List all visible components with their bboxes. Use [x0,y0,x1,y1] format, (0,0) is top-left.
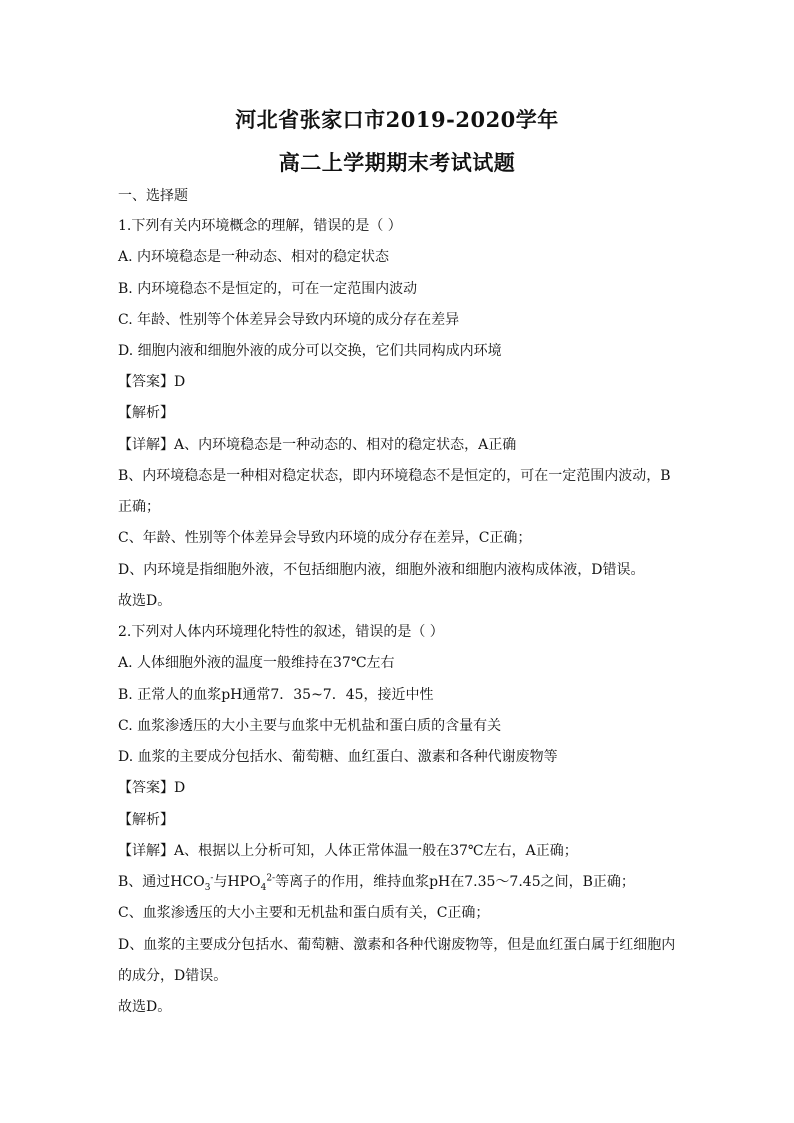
q2-detail: C、血浆渗透压的大小主要和无机盐和蛋白质有关，C正确； [118,905,490,921]
q1-detail: 正确； [118,499,160,515]
section-heading: 一、选择题 [118,188,188,204]
q2-detail-ions-mid: 与HPO [213,874,261,890]
q2-stem: 2.下列对人体内环境理化特性的叙述，错误的是（ ） [118,624,444,640]
q2-detail-ions [118,873,635,891]
q1-option-d: D. 细胞内液和细胞外液的成分可以交换，它们共同构成内环境 [118,343,502,359]
q1-option-b: B. 内环境稳态不是恒定的，可在一定范围内波动 [118,281,418,297]
q2-option-d: D. 血浆的主要成分包括水、葡萄糖、血红蛋白、激素和各种代谢废物等 [118,749,558,765]
document-title-line1: 河北省张家口市2019-2020学年 [235,107,559,132]
q1-option-a: A. 内环境稳态是一种动态、相对的稳定状态 [118,249,390,265]
q1-detail: C、年龄、性别等个体差异会导致内环境的成分存在差异，C正确； [118,530,532,546]
hco3-subscript: 3 [204,882,211,893]
q2-option-a: A. 人体细胞外液的温度一般维持在37℃左右 [118,655,395,671]
q1-conclusion: 故选D。 [118,593,172,609]
hpo4-subscript: 4 [260,882,267,893]
q2-option-b: B. 正常人的血浆pH通常7．35~7．45，接近中性 [118,687,434,703]
q2-option-c: C. 血浆渗透压的大小主要与血浆中无机盐和蛋白质的含量有关 [118,718,502,734]
q1-detail: 【详解】A、内环境稳态是一种动态的、相对的稳定状态，A正确 [118,437,517,453]
q2-conclusion: 故选D。 [118,999,172,1015]
q2-detail: 的成分，D错误。 [118,968,228,984]
q1-answer: 【答案】D [118,374,186,390]
hpo4-superscript: 2- [266,873,276,884]
q2-analysis-label: 【解析】 [118,812,174,828]
q2-detail: D、血浆的主要成分包括水、葡萄糖、激素和各种代谢废物等，但是血红蛋白属于红细胞内 [118,937,676,953]
q2-detail-ions-prefix: B、通过HCO [118,874,205,890]
document-title-line2: 高二上学期期末考试试题 [278,150,516,175]
q1-analysis-label: 【解析】 [118,405,174,421]
q1-option-c: C. 年龄、性别等个体差异会导致内环境的成分存在差异 [118,312,460,328]
q1-detail: B、内环境稳态是一种相对稳定状态，即内环境稳态不是恒定的，可在一定范围内波动，B [118,468,671,484]
q1-detail: D、内环境是指细胞外液，不包括细胞内液，细胞外液和细胞内液构成体液，D错误。 [118,562,645,578]
hco3-superscript: - [210,873,214,884]
q2-detail: 【详解】A、根据以上分析可知，人体正常体温一般在37℃左右，A正确； [118,843,578,859]
q2-answer: 【答案】D [118,780,186,796]
q1-stem: 1.下列有关内环境概念的理解，错误的是（ ） [118,218,402,234]
q2-detail-ions-suffix: 等离子的作用，维持血浆pH在7.35～7.45之间，B正确； [275,874,635,890]
